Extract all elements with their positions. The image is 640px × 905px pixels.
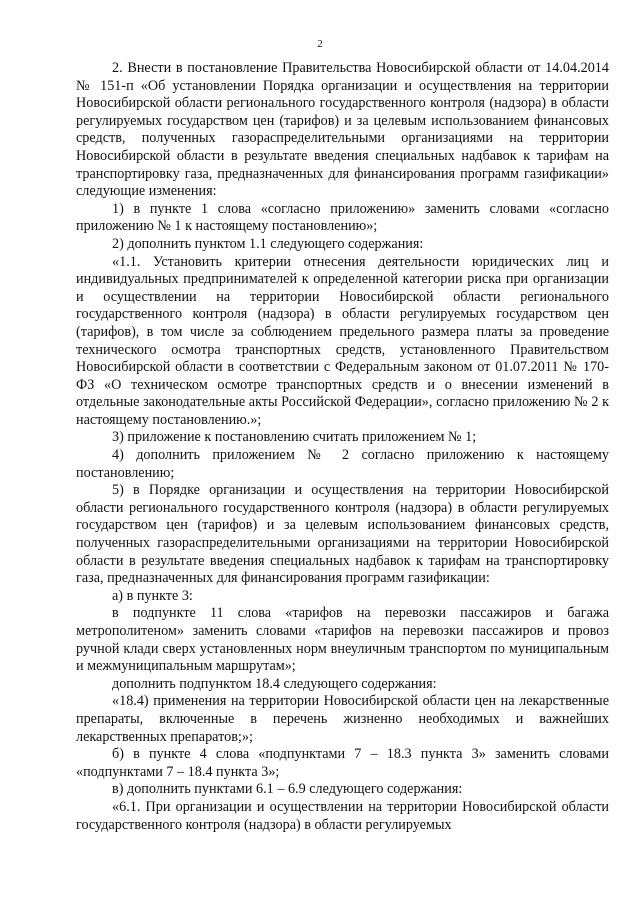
paragraph-amend-resolution: 2. Внести в постановление Правительства Новосибирской области от 14.04.2014 № 151-п «Об установлении Порядка организации и осуществления на территории Новосибирской области регионального государственного контроля (надзора) в области регулируемых государством цен (тарифов) и за целевым использованием финансовых средств, полученных газораспределительными организациями на территории Новосибирской области в результате введения специальных надбавок к тарифам на транспортировку газа, предназначенных для финансирования программ газификации» следующие изменения: [76,60,609,200]
paragraph-subitem-v: в) дополнить пунктами 6.1 – 6.9 следующего содержания: [112,781,463,798]
paragraph-add-18-4: дополнить подпунктом 18.4 следующего содержания: [112,675,437,692]
paragraph-item-3: 3) приложение к постановлению считать приложением № 1; [112,429,477,446]
paragraph-item-4: 4) дополнить приложением № 2 согласно приложению к настоящему постановлению; [76,447,609,481]
paragraph-item-5: 5) в Порядке организации и осуществления на территории Новосибирской области регионального государственного контроля (надзора) в области регулируемых государством цен (тарифов) и за целевым использованием финансовых средств, полученных газораспределительными организациями на территории Новосибирской области в результате введения специальных надбавок к тарифам на транспортировку газа, предназначенных для финансирования программ газификации: [76,482,609,587]
paragraph-item-1: 1) в пункте 1 слова «согласно приложению» заменить словами «согласно приложению № 1 к настоящему постановлению»; [76,200,609,235]
paragraph-subitem-a: а) в пункте 3: [112,587,193,604]
paragraph-clause-18-4: «18.4) применения на территории Новосибирской области цен на лекарственные препараты, включенные в перечень жизненно необходимых и важнейших лекарственных препаратов;»; [76,693,609,745]
page-number: 2 [317,38,323,50]
paragraph-subitem-b: б) в пункте 4 слова «подпунктами 7 – 18.3 пункта 3» заменить словами «подпунктами 7 – 18.4 пункта 3»; [76,746,609,780]
paragraph-clause-6-1: «6.1. При организации и осуществлении на территории Новосибирской области государственного контроля (надзора) в области регулируемых [76,798,609,833]
paragraph-clause-1-1: «1.1. Установить критерии отнесения деятельности юридических лиц и индивидуальных предпринимателей к определенной категории риска при организации и осуществлении на территории Новосибирской области регионального государственного контроля (надзора) в области регулируемых государством цен (тарифов), в том числе за соблюдением предельного размера платы за проведение технического осмотра транспортных средств, установленного Правительством Новосибирской области в соответствии с Федеральным законом от 01.07.2011 № 170-ФЗ «О техническом осмотре транспортных средств и о внесении изменений в отдельные законодательные акты Российской Федерации», согласно приложению № 2 к настоящему постановлению.»; [76,253,609,428]
document-body [76,60,609,834]
paragraph-subpoint-11: в подпункте 11 слова «тарифов на перевозки пассажиров и багажа метрополитеном» заменить словами «тарифов на перевозки пассажиров и провоз ручной клади сверх установленных норм внеуличным транспортом по муниципальным и межмуниципальным маршрутам»; [76,605,609,675]
paragraph-item-2: 2) дополнить пунктом 1.1 следующего содержания: [112,235,424,252]
